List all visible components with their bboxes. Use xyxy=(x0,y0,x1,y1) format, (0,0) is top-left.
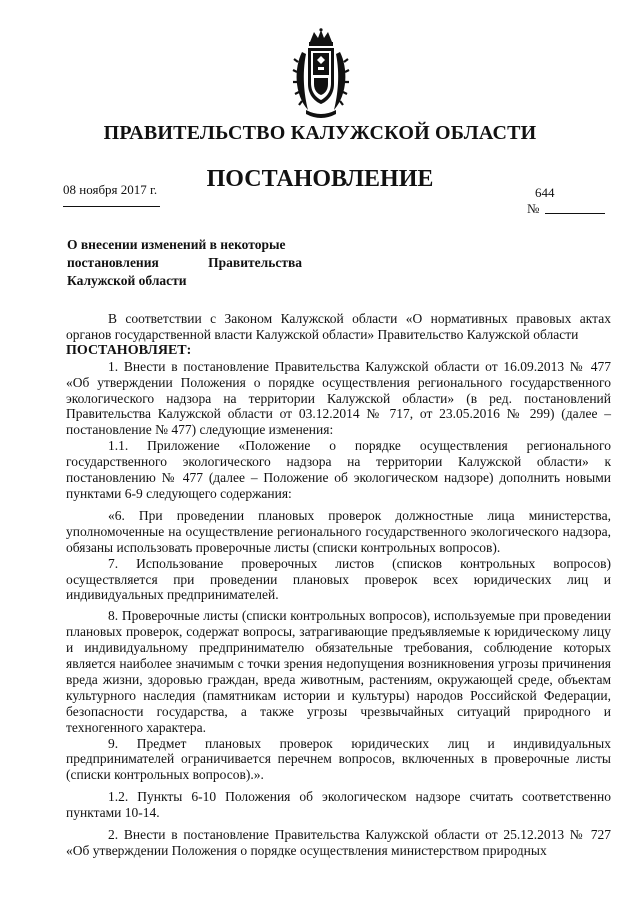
document-date: 08 ноября 2017 г. xyxy=(63,182,158,197)
document-body xyxy=(66,311,611,859)
kaluga-coat-of-arms-icon xyxy=(292,28,350,120)
government-title: ПРАВИТЕЛЬСТВО КАЛУЖСКОЙ ОБЛАСТИ xyxy=(103,122,537,144)
document-type-title: ПОСТАНОВЛЕНИЕ xyxy=(206,166,434,192)
document-subject xyxy=(67,236,302,290)
clause-2: 2. Внести в постановление Правительства Калужской области от 25.12.2013 № 727 «Об утверждении Положения о порядке осуществления министерством природных xyxy=(66,827,611,858)
clause-1-2: 1.2. Пункты 6-10 Положения об экологическом надзоре считать соответственно пунктами 10-14. xyxy=(66,789,611,821)
number-underline xyxy=(545,213,605,214)
document-number: 644 xyxy=(535,185,555,200)
number-label: № xyxy=(527,201,540,216)
resolves-heading: ПОСТАНОВЛЯЕТ: xyxy=(66,342,192,358)
subject-line-2 xyxy=(67,254,302,272)
clause-8: 8. Проверочные листы (списки контрольных вопросов), используемые при проведении плановых проверок, содержат вопросы, затрагивающие предъявляемые к юридическому лицу и индивидуальному предпринимателю обязательные требования, соблюдение которых является наиболее значимым с точки зрения недопущения возникновения угрозы причинения вреда жизни, здоровью граждан, вреда животным, растениям, окружающей среде, объектам культурного наследия (памятникам истории и культуры) народов Российской Федерации, безопасности государства, а также угрозы чрезвычайных ситуаций природного и техногенного характера. xyxy=(66,608,611,735)
subject-line-2a: постановления xyxy=(67,255,159,270)
clause-1-1: 1.1. Приложение «Положение о порядке осуществления регионального государственного экологического надзора на территории Калужской области» к постановлению № 477 (далее – Положение об экологическом надзоре) дополнить новыми пунктами 6-9 следующего содержания: xyxy=(66,438,611,501)
subject-line-2b: Правительства xyxy=(208,255,302,270)
date-underline xyxy=(63,206,160,207)
clause-1: 1. Внести в постановление Правительства Калужской области от 16.09.2013 № 477 «Об утверждении Положения о порядке осуществления регионального государственного экологического надзора на территории Калужской области» (в ред. постановлений Правительства Калужской области от 03.12.2014 № 717, от 23.05.2016 № 299) (далее – постановление № 477) следующие изменения: xyxy=(66,358,611,438)
preamble-paragraph: В соответствии с Законом Калужской области «О нормативных правовых актах органов государственной власти Калужской области» Правительство Калужской области xyxy=(66,311,611,342)
clause-9: 9. Предмет плановых проверок юридических лиц и индивидуальных предпринимателей ограничивается перечнем вопросов, включенных в проверочные листы (списки контрольных вопросов).». xyxy=(66,735,611,783)
coat-of-arms-emblem xyxy=(292,28,350,120)
clause-6: «6. При проведении плановых проверок должностные лица министерства, уполномоченные на осуществление регионального государственного экологического надзора, обязаны использовать проверочные листы (списки контрольных вопросов). xyxy=(66,507,611,555)
subject-line-1: О внесении изменений в некоторые xyxy=(67,237,286,252)
clause-7: 7. Использование проверочных листов (списков контрольных вопросов) осуществляется при проведении плановых проверок всех юридических лиц и индивидуальных предпринимателей. xyxy=(66,555,611,603)
subject-line-3: Калужской области xyxy=(67,273,187,288)
